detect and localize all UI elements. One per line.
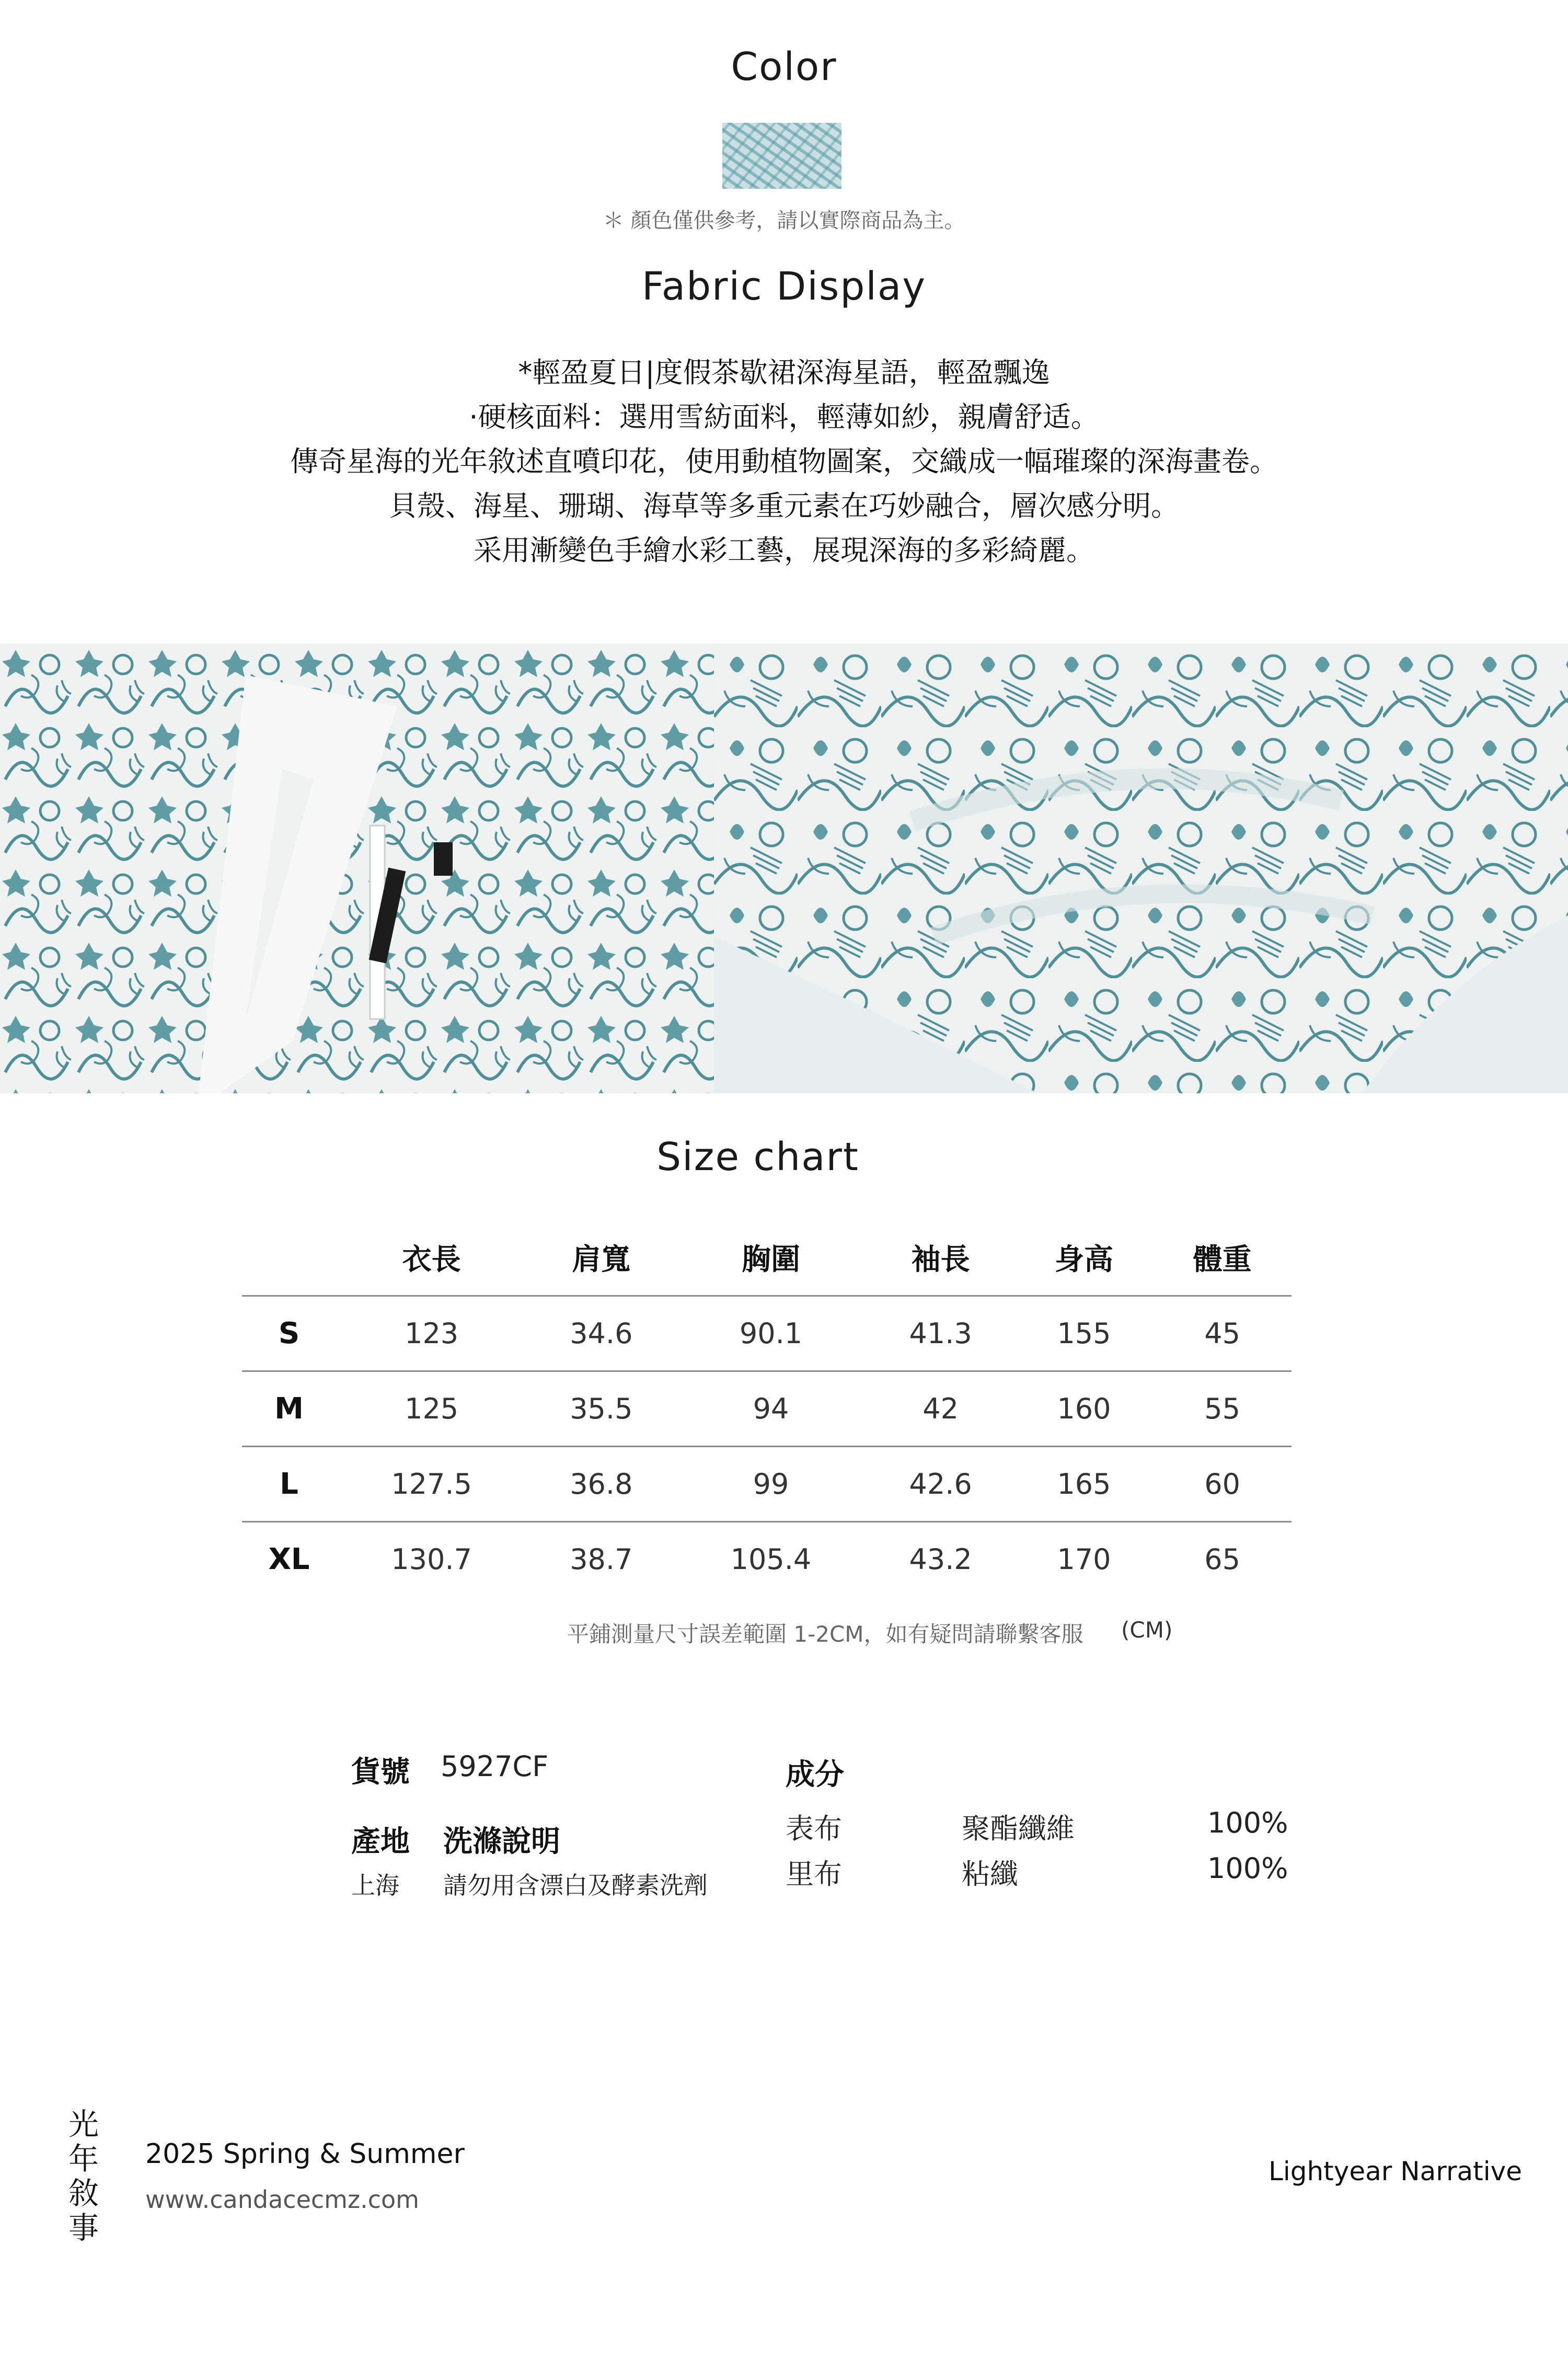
fabric-desc-line: 采用漸變色手繪水彩工藝，展現深海的多彩綺麗。: [474, 534, 1094, 567]
table-cell: 130.7: [391, 1543, 472, 1576]
size-table-header-row: [242, 1220, 1292, 1296]
size-label: M: [242, 1371, 336, 1446]
composition-part: 里布: [786, 1858, 842, 1891]
table-row: [242, 1296, 1292, 1371]
drape-illustration: [714, 644, 1568, 1093]
color-swatch[interactable]: [722, 123, 841, 189]
fabric-photo-neckline: [0, 644, 714, 1093]
color-title: Color: [731, 44, 837, 89]
table-cell: 123: [336, 1296, 527, 1371]
care-value: 請勿用含漂白及酵素洗劑: [443, 1871, 708, 1899]
composition-material: 粘纖: [962, 1858, 1018, 1891]
column-header-sleeve: 袖長: [867, 1220, 1015, 1296]
table-cell: 94: [675, 1371, 866, 1446]
fabric-description: [0, 350, 1568, 573]
size-label: XL: [268, 1542, 310, 1577]
composition-label: 成分: [786, 1758, 844, 1792]
table-cell: 155: [1015, 1296, 1154, 1371]
brand-vertical-logo: [65, 2107, 102, 2245]
color-note: ＊ 顏色僅供參考，請以實際商品為主。: [603, 209, 965, 233]
table-cell: 127.5: [336, 1446, 527, 1521]
fabric-desc-line: ·硬核面料：選用雪紡面料，輕薄如紗，親膚舒适。: [469, 400, 1099, 433]
composition-percent: 100%: [1207, 1852, 1288, 1885]
brand-char: 事: [68, 2210, 99, 2246]
size-label: L: [242, 1446, 336, 1521]
column-header-shoulder: 肩寬: [527, 1220, 675, 1296]
brand-char: 年: [68, 2141, 99, 2177]
column-header-height: 身高: [1015, 1220, 1154, 1296]
size-note: 平鋪測量尺寸誤差範圍 1-2CM，如有疑問請聯繫客服: [567, 1621, 1083, 1647]
website-link[interactable]: www.candacecmz.com: [145, 2185, 419, 2214]
fabric-photo-drape: [714, 644, 1568, 1093]
brand-char: 敘: [68, 2176, 99, 2211]
table-row: [242, 1446, 1292, 1521]
table-cell: 55: [1153, 1371, 1292, 1446]
brand-char: 光: [68, 2106, 99, 2142]
table-cell: 38.7: [570, 1543, 633, 1576]
table-cell: 45: [1153, 1296, 1292, 1371]
table-cell: 160: [1015, 1371, 1154, 1446]
care-label: 洗滌說明: [443, 1825, 560, 1859]
composition-material: 聚酯纖維: [962, 1812, 1075, 1845]
origin-value: 上海: [351, 1871, 399, 1899]
table-cell: 170: [1057, 1543, 1111, 1576]
size-unit: (CM): [1121, 1617, 1173, 1643]
size-chart-title: Size chart: [656, 1135, 859, 1180]
fabric-title: Fabric Display: [641, 264, 927, 309]
composition-percent: 100%: [1207, 1806, 1288, 1839]
size-table: [242, 1220, 1292, 1597]
table-cell: 105.4: [730, 1543, 812, 1576]
origin-label: 產地: [351, 1825, 410, 1859]
table-cell: 99: [675, 1446, 866, 1521]
table-cell: 125: [336, 1371, 527, 1446]
season-label: 2025 Spring & Summer: [145, 2138, 465, 2170]
table-cell: 90.1: [675, 1296, 866, 1371]
table-cell: 42: [867, 1371, 1015, 1446]
column-header-weight: 體重: [1153, 1220, 1292, 1296]
table-cell: 43.2: [909, 1543, 972, 1576]
composition-part: 表布: [786, 1812, 842, 1845]
fabric-desc-line: *輕盈夏日|度假茶歇裙深海星語，輕盈飄逸: [518, 356, 1050, 389]
table-cell: 35.5: [527, 1371, 675, 1446]
brand-name: Lightyear Narrative: [1269, 2156, 1522, 2186]
fabric-desc-line: 貝殼、海星、珊瑚、海草等多重元素在巧妙融合，層次感分明。: [389, 489, 1179, 522]
item-no-value: 5927CF: [441, 1750, 549, 1783]
size-column-header: [242, 1220, 336, 1296]
neckline-illustration: [0, 644, 714, 1093]
table-cell: 34.6: [527, 1296, 675, 1371]
column-header-bust: 胸圍: [675, 1220, 866, 1296]
table-cell: 42.6: [867, 1446, 1015, 1521]
table-row: [242, 1521, 1292, 1597]
table-cell: 60: [1153, 1446, 1292, 1521]
table-row: [242, 1371, 1292, 1446]
size-label: S: [242, 1296, 336, 1371]
table-cell: 36.8: [527, 1446, 675, 1521]
item-no-label: 貨號: [351, 1755, 410, 1789]
table-cell: 65: [1204, 1543, 1241, 1576]
table-cell: 165: [1015, 1446, 1154, 1521]
column-header-length: 衣長: [336, 1220, 527, 1296]
table-cell: 41.3: [867, 1296, 1015, 1371]
fabric-desc-line: 傳奇星海的光年敘述直噴印花，使用動植物圖案，交織成一幅璀璨的深海畫卷。: [290, 445, 1278, 478]
